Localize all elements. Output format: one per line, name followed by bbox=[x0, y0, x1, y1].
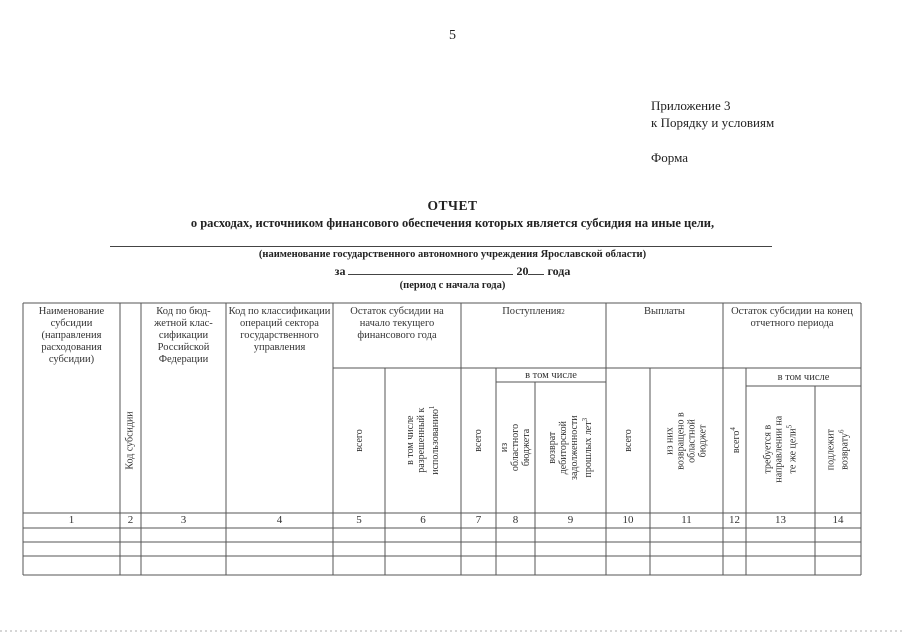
column-number: 4 bbox=[276, 514, 283, 526]
column-number: 1 bbox=[68, 514, 75, 526]
column-number: 12 bbox=[729, 514, 740, 526]
period-caption: (период с начала года) bbox=[399, 280, 506, 291]
header-c7: всего bbox=[472, 429, 484, 452]
column-number: 9 bbox=[567, 514, 574, 526]
header-c12: всего$^4$ bbox=[728, 427, 742, 454]
table-row[interactable] bbox=[23, 556, 861, 575]
header-payments: Выплаты bbox=[644, 306, 685, 317]
header-c13: требуется в направлении на те же цели$^5$ bbox=[762, 416, 799, 483]
scan-edge bbox=[0, 630, 905, 632]
header-subsidy-name: Наименование субсидии (направления расходования субсидии) bbox=[38, 306, 105, 365]
column-number: 11 bbox=[681, 514, 692, 526]
form-label: Форма bbox=[651, 150, 688, 165]
column-number: 14 bbox=[832, 514, 844, 526]
column-number: 3 bbox=[180, 514, 187, 526]
column-number: 10 bbox=[622, 514, 634, 526]
column-number: 6 bbox=[420, 514, 426, 526]
column-number: 2 bbox=[127, 514, 134, 526]
column-number: 13 bbox=[775, 514, 786, 526]
column-number: 8 bbox=[512, 514, 519, 526]
period-year-suffix: года bbox=[547, 264, 571, 278]
header-operations-classification: Код по классификации операций сектора государственного управления bbox=[228, 306, 331, 353]
header-c11: из них возвращено в областной бюджет bbox=[664, 411, 709, 470]
appendix-line-2: к Порядку и условиям bbox=[651, 115, 775, 130]
column-number: 7 bbox=[475, 514, 482, 526]
report-title: ОТЧЕТ bbox=[427, 198, 478, 213]
table-row[interactable] bbox=[23, 528, 861, 542]
institution-name-caption: (наименование государственного автономного учреждения Ярославской области) bbox=[258, 249, 647, 260]
header-remainder-end: Остаток субсидии на конец отчетного периода bbox=[731, 306, 853, 329]
header-remainder-end-including: в том числе bbox=[777, 372, 830, 383]
header-receipts: Поступления 2 bbox=[502, 306, 565, 317]
header-budget-classification: Код по бюд-жетной клас-сификации Российской Федерации bbox=[154, 306, 213, 365]
page-number: 5 bbox=[449, 28, 456, 43]
header-subsidy-code: Код субсидии bbox=[125, 411, 137, 470]
header-c8: из областного бюджета bbox=[499, 423, 532, 472]
header-c10: всего bbox=[622, 429, 634, 452]
header-remainder-start: Остаток субсидии на начало текущего финансового года bbox=[350, 306, 444, 341]
appendix-line-1: Приложение 3 bbox=[651, 98, 731, 113]
header-c6: в том числе разрешенный к использованию$^1$ bbox=[404, 405, 442, 476]
header-c5: всего bbox=[353, 429, 365, 452]
period-prefix: за bbox=[334, 264, 346, 278]
header-c14: подлежит возврату$^6$ bbox=[825, 428, 851, 471]
period-year-prefix: 20 bbox=[516, 264, 529, 278]
header-c9: возврат дебиторской задолженности прошлых лет$^3$ bbox=[546, 415, 595, 480]
table-row[interactable] bbox=[23, 542, 861, 556]
report-subtitle: о расходах, источником финансового обеспечения которых является субсидия на иные цели, bbox=[190, 216, 715, 230]
column-number: 5 bbox=[356, 514, 362, 526]
header-receipts-including: в том числе bbox=[525, 370, 577, 381]
